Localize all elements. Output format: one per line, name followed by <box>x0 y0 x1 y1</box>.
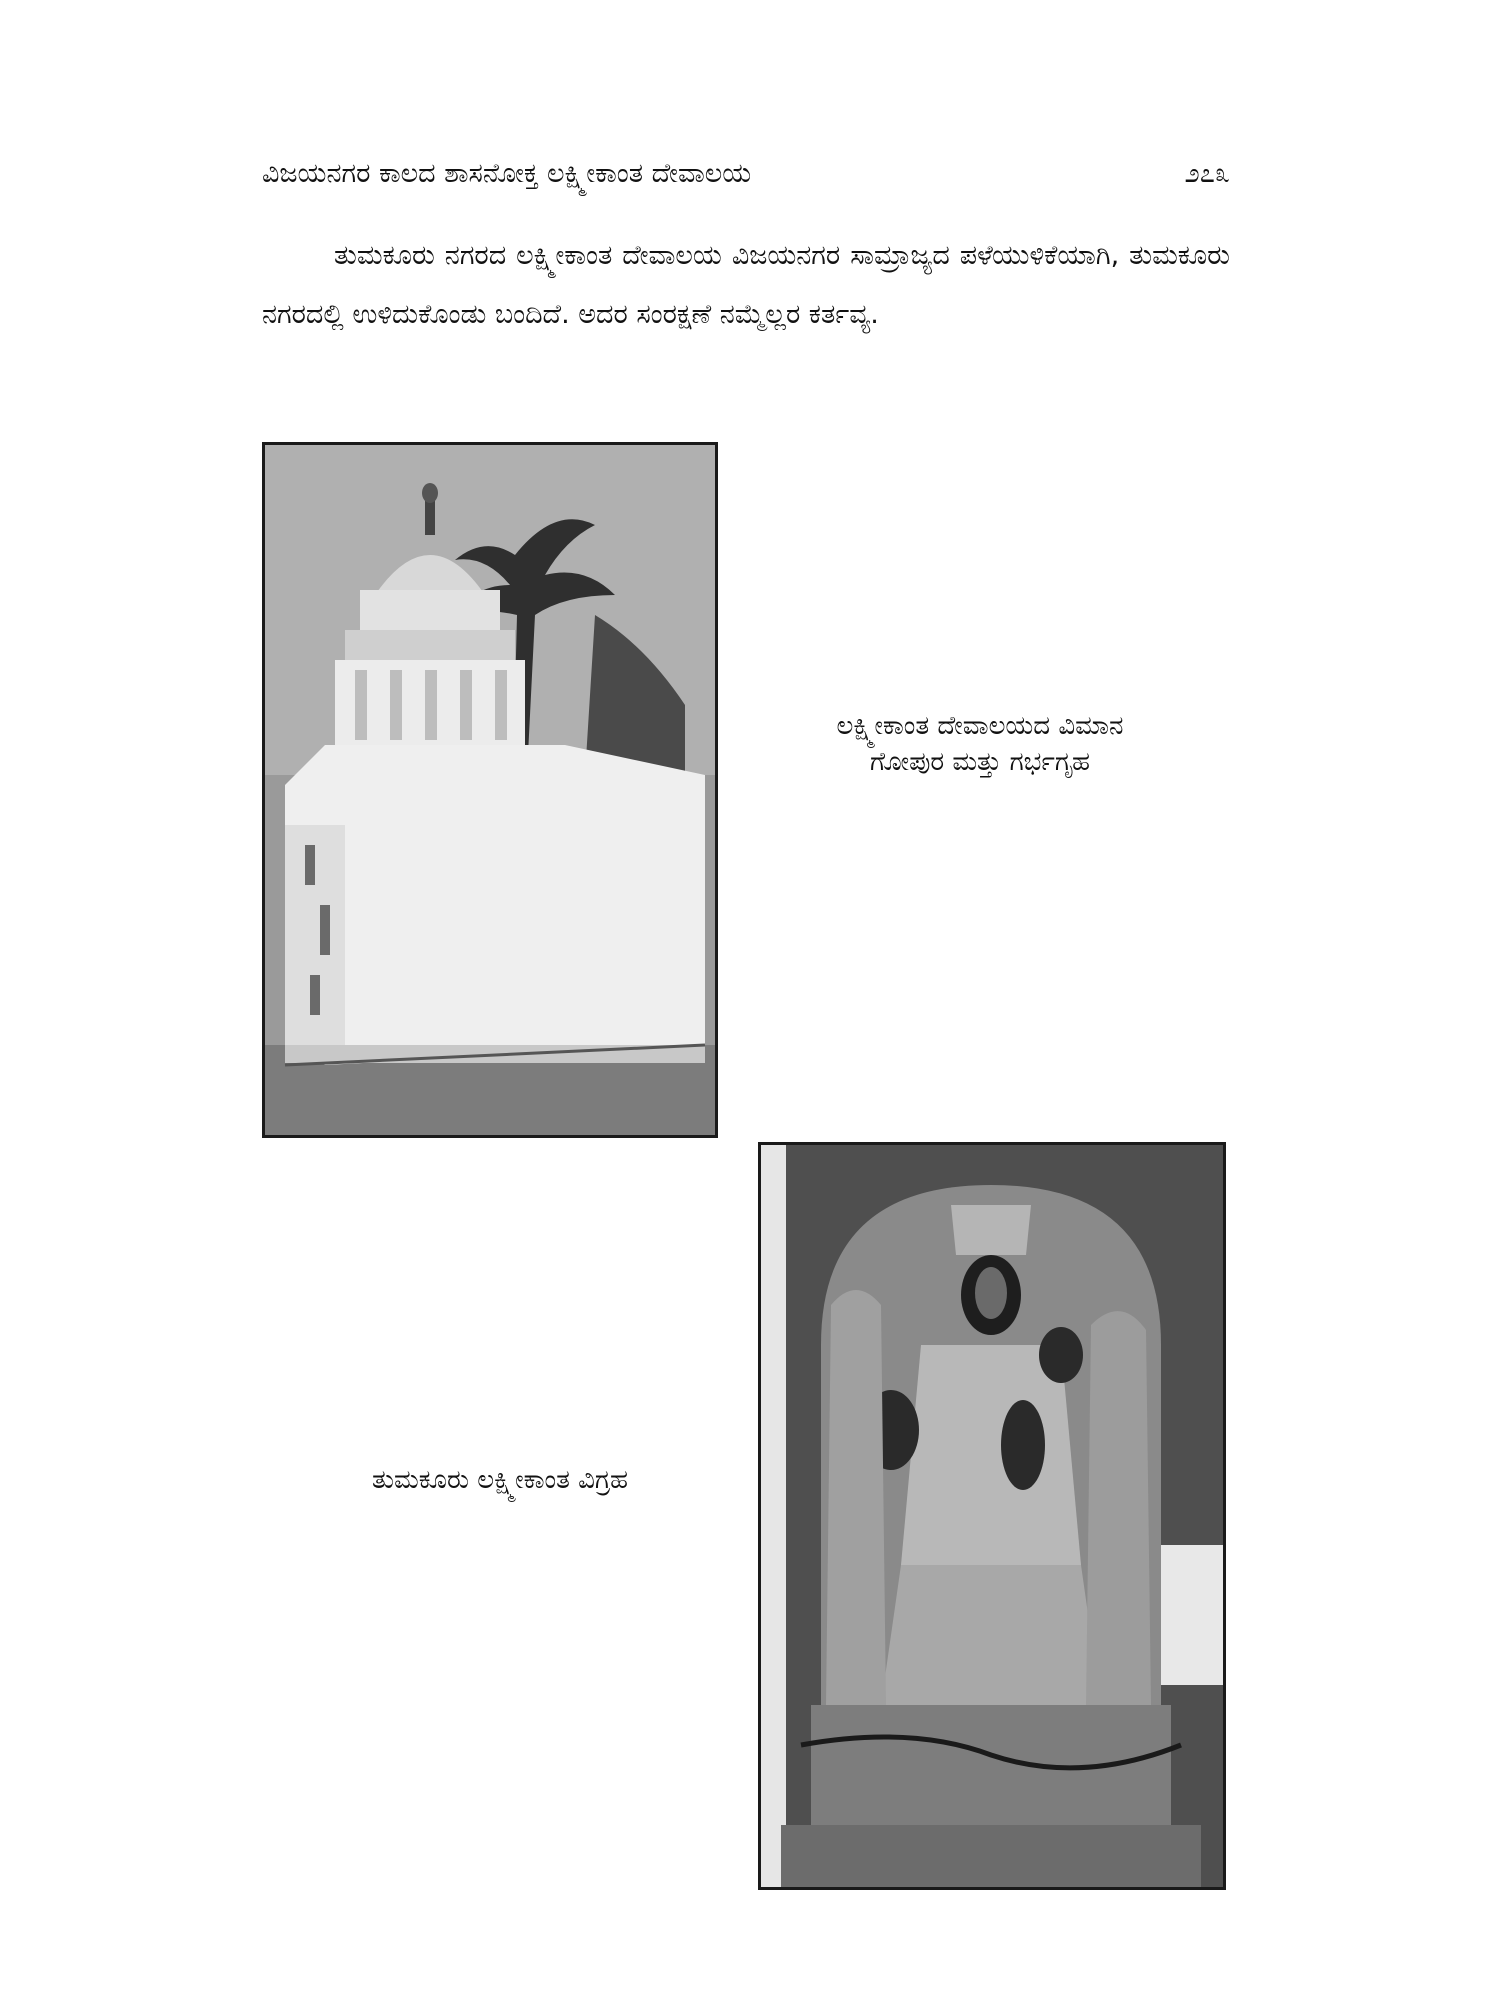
temple-caption-line2: ಗೋಪುರ ಮತ್ತು ಗರ್ಭಗೃಹ <box>869 747 1091 777</box>
temple-caption <box>760 708 1200 780</box>
running-header <box>262 158 1230 198</box>
temple-caption-line1: ಲಕ್ಷ್ಮೀಕಾಂತ ದೇವಾಲಯದ ವಿಮಾನ <box>836 711 1124 741</box>
body-text <box>262 226 1230 344</box>
temple-photo <box>262 442 718 1138</box>
idol-photo-image <box>761 1145 1223 1887</box>
body-paragraph: ತುಮಕೂರು ನಗರದ ಲಕ್ಷ್ಮೀಕಾಂತ ದೇವಾಲಯ ವಿಜಯನಗರ ಸಾಮ್ರಾಜ್ಯದ ಪಳೆಯುಳಿಕೆಯಾಗಿ, ತುಮಕೂರು ನಗರದಲ್ಲಿ ಉಳಿದುಕೊಂಡು ಬಂದಿದೆ. ಅದರ ಸಂರಕ್ಷಣೆ ನಮ್ಮೆಲ್ಲರ ಕರ್ತವ್ಯ. <box>262 240 1230 330</box>
idol-caption <box>300 1462 700 1498</box>
page-number: ೨೭೩ <box>1184 158 1230 189</box>
temple-photo-image <box>265 445 715 1135</box>
idol-photo <box>758 1142 1226 1890</box>
header-title: ವಿಜಯನಗರ ಕಾಲದ ಶಾಸನೋಕ್ತ ಲಕ್ಷ್ಮೀಕಾಂತ ದೇವಾಲಯ <box>262 158 752 189</box>
idol-caption-line1: ತುಮಕೂರು ಲಕ್ಷ್ಮೀಕಾಂತ ವಿಗ್ರಹ <box>371 1465 629 1495</box>
